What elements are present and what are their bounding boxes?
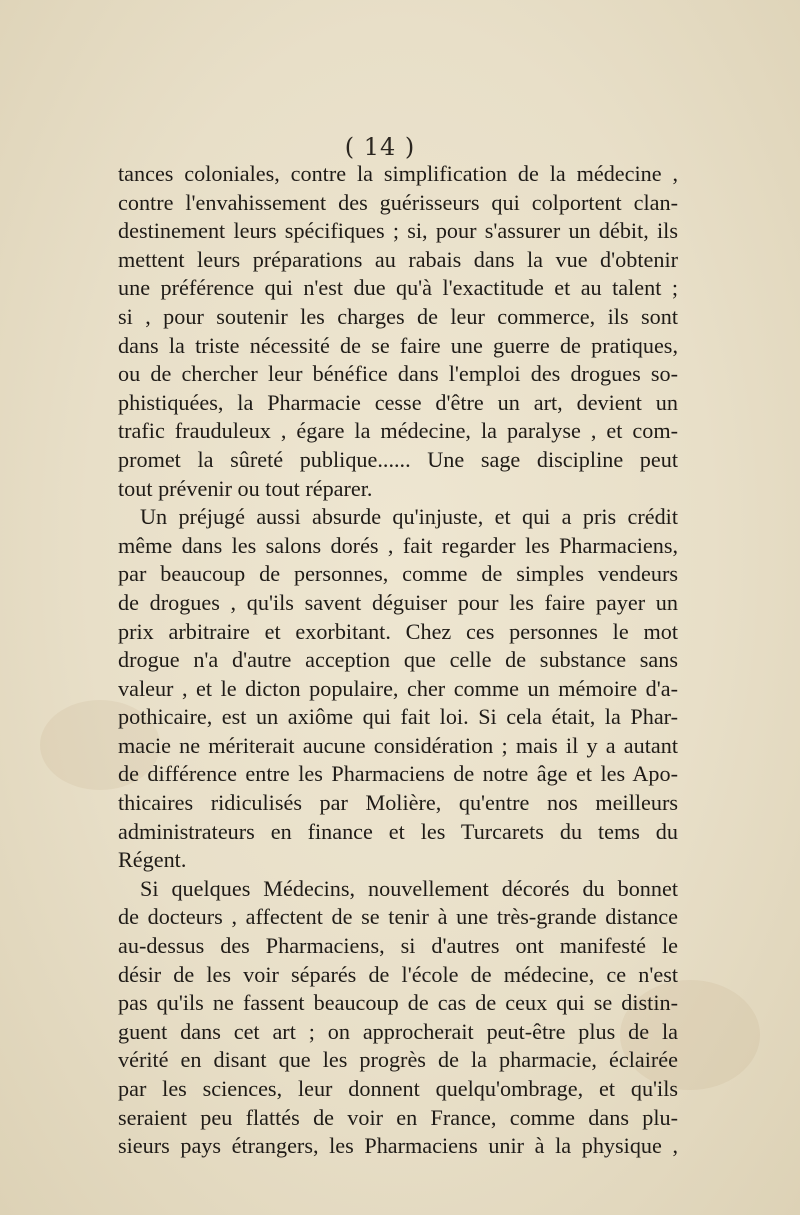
text-line: seraient peu flattés de voir en France, comme dans plu-	[118, 1104, 678, 1130]
text-line: par beaucoup de personnes, comme de simples vendeurs	[118, 561, 678, 587]
text-line: sieurs pays étrangers, les Pharmaciens unir à la physique ,	[118, 1133, 678, 1159]
body-text	[118, 160, 678, 1161]
text-line: trafic frauduleux , égare la médecine, la paralyse , et com-	[118, 418, 678, 444]
text-line: phistiquées, la Pharmacie cesse d'être un art, devient un	[118, 389, 678, 415]
text-line: de drogues , qu'ils savent déguiser pour les faire payer un	[118, 589, 678, 615]
text-line: ou de chercher leur bénéfice dans l'emploi des drogues so-	[118, 361, 678, 387]
text-line: au-dessus des Pharmaciens, si d'autres ont manifesté le	[118, 933, 678, 959]
text-line: guent dans cet art ; on approcherait peut-être plus de la	[118, 1018, 678, 1044]
text-line: drogue n'a d'autre acception que celle de substance sans	[118, 647, 678, 673]
text-line: vérité en disant que les progrès de la pharmacie, éclairée	[118, 1047, 678, 1073]
text-line: de docteurs , affectent de se tenir à une très-grande distance	[118, 904, 678, 930]
text-line: thicaires ridiculisés par Molière, qu'entre nos meilleurs	[118, 790, 678, 816]
text-line: Régent.	[118, 847, 187, 873]
page-number: ( 14 )	[344, 133, 416, 161]
text-line: dans la triste nécessité de se faire une guerre de pratiques,	[118, 332, 678, 358]
text-line: administrateurs en finance et les Turcarets du tems du	[118, 818, 678, 844]
text-line: Un préjugé aussi absurde qu'injuste, et qui a pris crédit	[140, 504, 678, 530]
text-line: mettent leurs préparations au rabais dans la vue d'obtenir	[118, 246, 678, 272]
text-line: pothicaire, est un axiôme qui fait loi. Si cela était, la Phar-	[118, 704, 678, 730]
text-line: Si quelques Médecins, nouvellement décorés du bonnet	[140, 875, 678, 901]
text-line: de différence entre les Pharmaciens de notre âge et les Apo-	[118, 761, 678, 787]
text-line: si , pour soutenir les charges de leur commerce, ils sont	[118, 303, 678, 329]
text-line: même dans les salons dorés , fait regarder les Pharmaciens,	[118, 532, 678, 558]
text-line: promet la sûreté publique...... Une sage discipline peut	[118, 446, 678, 472]
text-line: tout prévenir ou tout réparer.	[118, 475, 373, 501]
text-line: contre l'envahissement des guérisseurs qui colportent clan-	[118, 189, 678, 215]
text-line: par les sciences, leur donnent quelqu'ombrage, et qu'ils	[118, 1076, 678, 1101]
text-line: une préférence qui n'est due qu'à l'exactitude et au talent ;	[118, 275, 678, 301]
text-line: tances coloniales, contre la simplification de la médecine ,	[118, 161, 678, 186]
text-line: pas qu'ils ne fassent beaucoup de cas de ceux qui se distin-	[118, 990, 678, 1016]
text-line: destinement leurs spécifiques ; si, pour s'assurer un débit, ils	[118, 218, 678, 244]
text-line: désir de les voir séparés de l'école de médecine, ce n'est	[118, 961, 678, 987]
text-line: valeur , et le dicton populaire, cher comme un mémoire d'a-	[118, 675, 678, 701]
text-line: macie ne mériterait aucune considération ; mais il y a autant	[118, 732, 678, 758]
text-line: prix arbitraire et exorbitant. Chez ces personnes le mot	[118, 618, 678, 644]
